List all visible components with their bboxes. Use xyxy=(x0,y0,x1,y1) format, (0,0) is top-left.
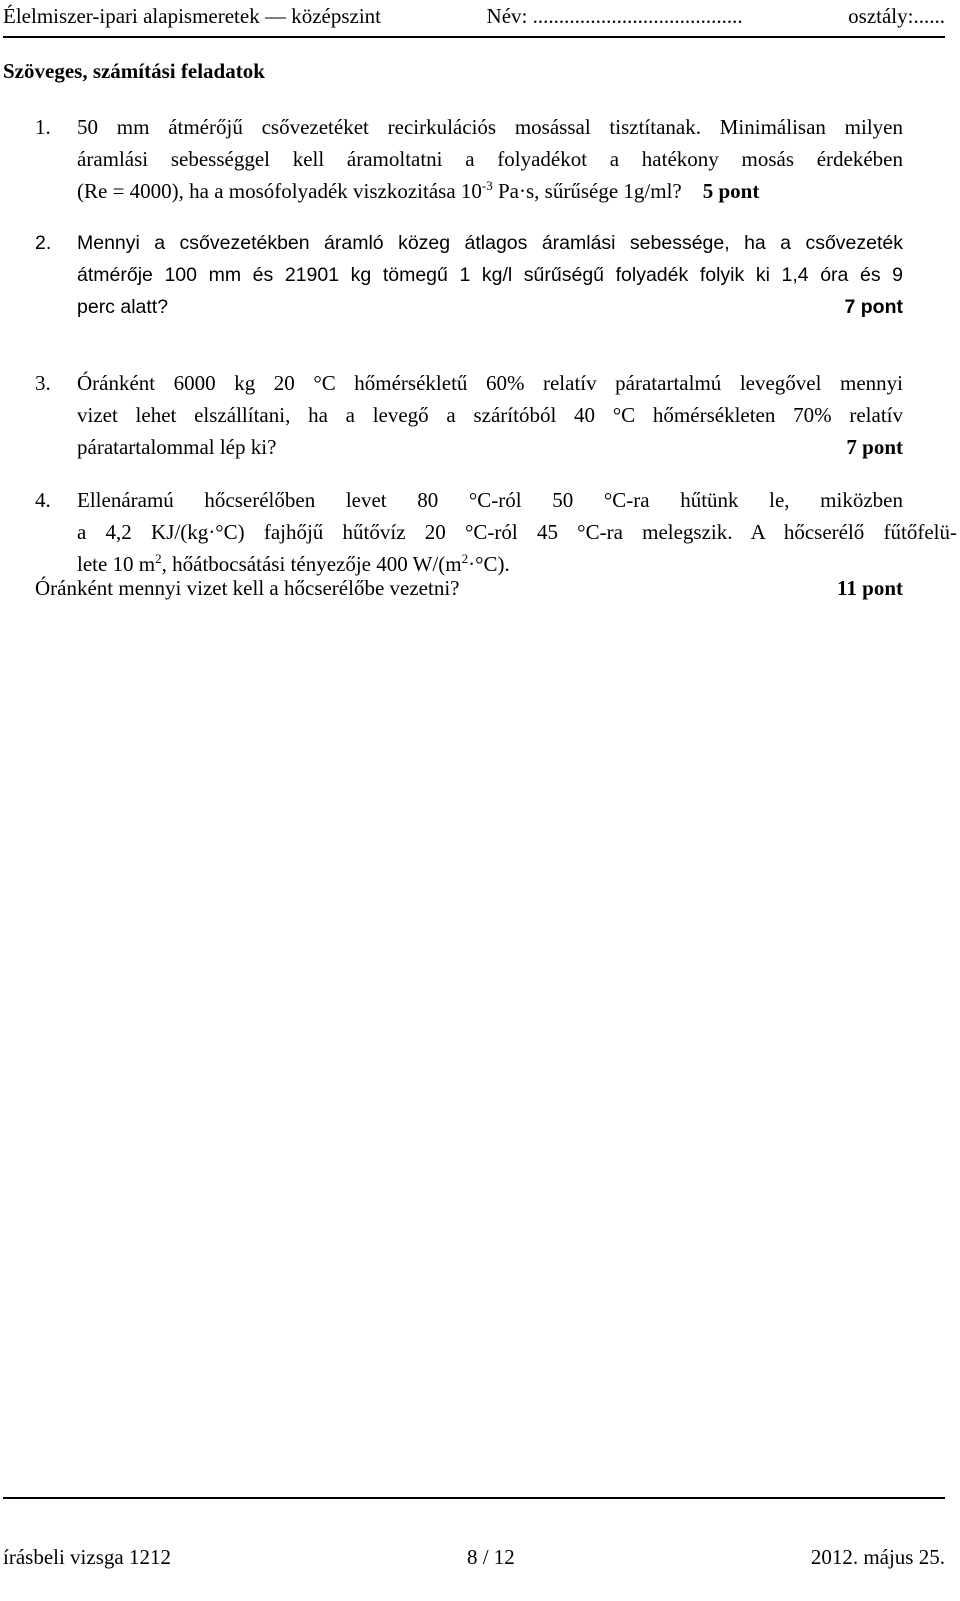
page-number: 8 / 12 xyxy=(466,1545,515,1569)
page-header xyxy=(3,4,945,29)
class-field: osztály:...... xyxy=(848,4,945,28)
section-title: Szöveges, számítási feladatok xyxy=(3,59,265,83)
page-footer xyxy=(3,1545,945,1570)
exam-code: írásbeli vizsga 1212 xyxy=(3,1545,171,1569)
task-4 xyxy=(35,484,957,600)
task-line: vizet lehet elszállítani, ha a levegő a szárítóból 40 °C hőmérsékleten 70% relatív xyxy=(77,403,903,427)
points-label: 7 pont xyxy=(846,435,903,459)
header-divider xyxy=(3,36,945,38)
footer-divider xyxy=(3,1497,945,1499)
task-number: 3. xyxy=(35,371,51,395)
task-line: páratartalommal lép ki? 7 pont xyxy=(77,431,903,463)
exponent: 2 xyxy=(461,551,469,566)
task-line: Ellenáramú hőcserélőben levet 80 °C-ról 50 °C-ra hűtünk le, miközben xyxy=(77,488,903,512)
task-line: (Re = 4000), ha a mosófolyadék viszkozitása $10^{-3}$ Pa·s, sűrűsége 1g/ml? 5 pont xyxy=(77,178,760,203)
task-number: 4. xyxy=(35,488,51,512)
task-line: a 4,2 KJ/(kg·°C) fajhőjű hűtővíz 20 °C-ról 45 °C-ra melegszik. A hőcserélő fűtőfelü- xyxy=(77,520,957,544)
exam-title: Élelmiszer-ipari alapismeretek — középszint xyxy=(3,4,382,28)
exam-date: 2012. május 25. xyxy=(810,1545,945,1569)
task-line: perc alatt? 7 pont xyxy=(77,291,903,323)
task-line: átmérője 100 mm és 21901 kg tömegű 1 kg/l sűrűségű folyadék folyik ki 1,4 óra és 9 xyxy=(77,264,903,286)
task-1 xyxy=(35,111,903,207)
task-number: 2. xyxy=(35,232,52,254)
task-line: 50 mm átmérőjű csővezetéket recirkulációs mosással tisztítanak. Minimálisan milyen xyxy=(77,115,903,139)
points-label: 11 pont xyxy=(837,576,903,600)
task-3 xyxy=(35,367,903,463)
name-field: Név: ........................................ xyxy=(486,4,743,28)
exponent: -3 xyxy=(481,178,493,193)
task-question-line: Óránként mennyi vizet kell a hőcserélőbe vezetni? 11 pont xyxy=(35,572,903,604)
task-number: 1. xyxy=(35,115,51,139)
task-2 xyxy=(35,227,903,323)
points-label: 5 pont xyxy=(702,179,760,203)
task-line: áramlási sebességgel kell áramoltatni a folyadékot a hatékony mosás érdekében xyxy=(77,147,903,171)
task-line: Óránként 6000 kg 20 °C hőmérsékletű 60% relatív páratartalmú levegővel mennyi xyxy=(77,371,903,395)
exponent: 2 xyxy=(155,551,162,566)
task-line: lete 10 $m^2$, hőátbocsátási tényezője 400 $W/(m^2\cdot^\circ C)$. xyxy=(77,551,510,576)
task-line: Mennyi a csővezetékben áramló közeg átlagos áramlási sebessége, ha a csővezeték xyxy=(77,232,903,254)
points-label: 7 pont xyxy=(844,296,903,318)
